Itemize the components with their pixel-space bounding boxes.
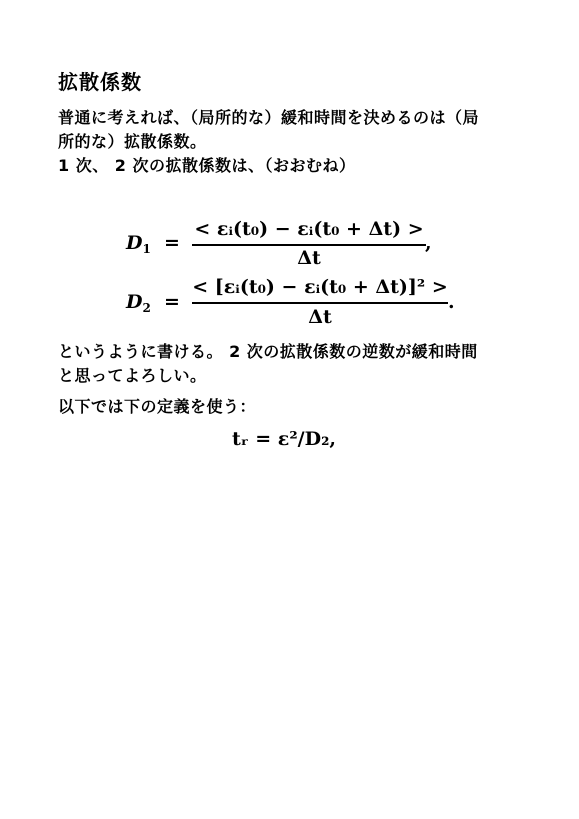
- paragraph-intro: [58, 106, 538, 154]
- equation-d2-equals: =: [164, 291, 180, 313]
- equation-d2-numerator: < [εᵢ(t₀) − εᵢ(t₀ + Δt)]² >: [192, 276, 448, 298]
- paragraph-relaxation-time-line-1: というように書ける。 2 次の拡散係数の逆数が緩和時間: [58, 342, 478, 361]
- equation-tr-expression: tᵣ = ε²/D₂,: [232, 428, 337, 450]
- equation-d2-denominator: Δt: [308, 306, 332, 328]
- equation-d1-lhs: $D_1$: [126, 232, 151, 256]
- paragraph-coefficients-lead: 1 次、 2 次の拡散係数は、（おおむね）: [58, 156, 356, 175]
- paragraph-relaxation-time: [58, 340, 538, 388]
- paragraph-relaxation-time-line-2: と思ってよろしい。: [58, 366, 207, 385]
- equation-d2-fraction-bar: [192, 302, 448, 304]
- equation-d1-equals: =: [164, 232, 180, 254]
- paragraph-definition-lead: 以下では下の定義を使う：: [58, 397, 257, 416]
- equation-d1-trailing: ,: [425, 232, 432, 254]
- equation-d2-lhs: $D_2$: [126, 291, 151, 315]
- equation-d1-denominator: Δt: [297, 247, 321, 269]
- paragraph-intro-line-1: 普通に考えれば、（局所的な）緩和時間を決めるのは（局: [58, 108, 480, 127]
- equation-d1-fraction-bar: [192, 244, 426, 246]
- paragraph-intro-line-2: 所的な）拡散係数。: [58, 132, 207, 151]
- equation-d2-trailing: .: [448, 291, 455, 313]
- equation-d1-numerator: < εᵢ(t₀) − εᵢ(t₀ + Δt) >: [194, 218, 424, 240]
- section-heading: 拡散係数: [58, 70, 142, 94]
